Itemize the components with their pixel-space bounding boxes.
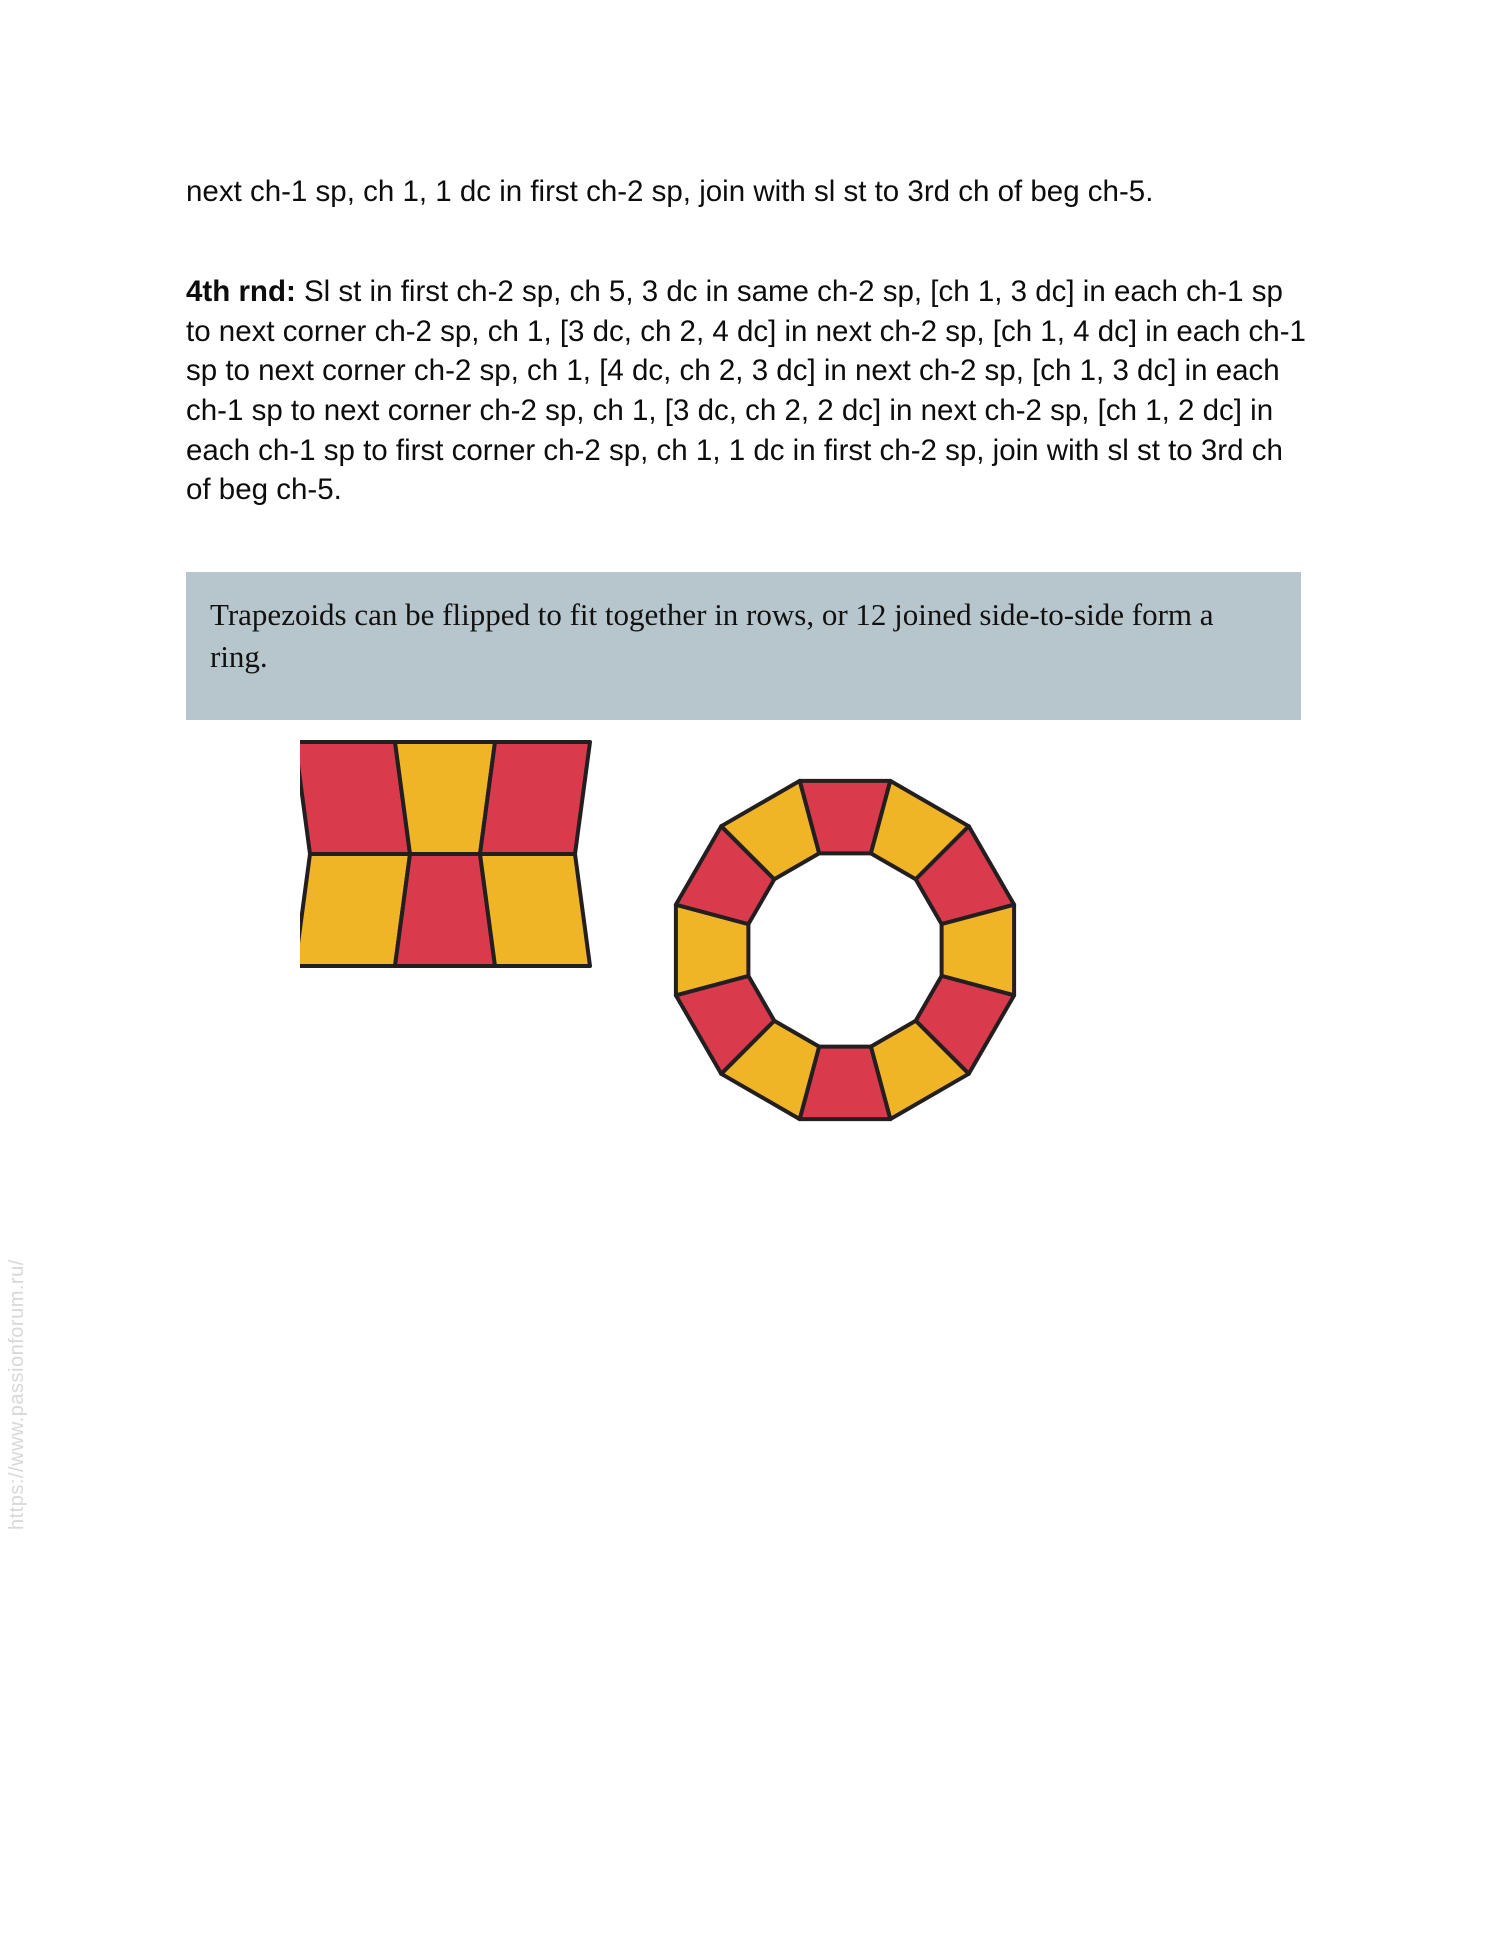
tile-yellow-r2c1 bbox=[300, 854, 410, 966]
paragraph-text: Sl st in first ch-2 sp, ch 5, 3 dc in same ch-2 sp, [ch 1, 3 dc] in each ch-1 sp to next corner ch-2 sp, ch 1, [3 dc, ch 2, 4 dc] in next ch-2 sp, [ch 1, 4 dc] in each ch-1 sp to next corner ch-2 sp, ch 1, [4 dc, ch 2, 3 dc] in next ch-2 sp, [ch 1, 3 dc] in each ch-1 sp to next corner ch-2 sp, ch 1, [3 dc, ch 2, 2 dc] in next ch-2 sp, [ch 1, 2 dc] in each ch-1 sp to first corner ch-2 sp, ch 1, 1 dc in first ch-2 sp, join with sl st to 3rd ch of beg ch-5. bbox=[186, 275, 1306, 507]
trapezoid-figure bbox=[300, 740, 1200, 1170]
paragraph-continuation bbox=[186, 172, 1314, 212]
row-1 bbox=[300, 742, 590, 854]
note-callout bbox=[186, 572, 1301, 720]
watermark-url: https://www.passionforum.ru/ bbox=[6, 1259, 28, 1530]
tile-red-r2c2 bbox=[395, 854, 495, 966]
trapezoid-ring bbox=[676, 781, 1014, 1119]
paragraph-4th-round bbox=[186, 272, 1314, 510]
note-callout-text: Trapezoids can be flipped to fit together in rows, or 12 joined side-to-side form a ring. bbox=[210, 597, 1214, 674]
tile-yellow-r1c2 bbox=[395, 742, 495, 854]
tile-red-r1c3 bbox=[480, 742, 590, 854]
round-label: 4th rnd: bbox=[186, 275, 296, 308]
paragraph-text: next ch-1 sp, ch 1, 1 dc in first ch-2 sp, join with sl st to 3rd ch of beg ch-5. bbox=[186, 175, 1154, 208]
tile-yellow-r2c3 bbox=[480, 854, 590, 966]
row-2 bbox=[300, 854, 590, 966]
trapezoid-row-tiling bbox=[300, 740, 590, 966]
tile-red-r1c1 bbox=[300, 742, 410, 854]
